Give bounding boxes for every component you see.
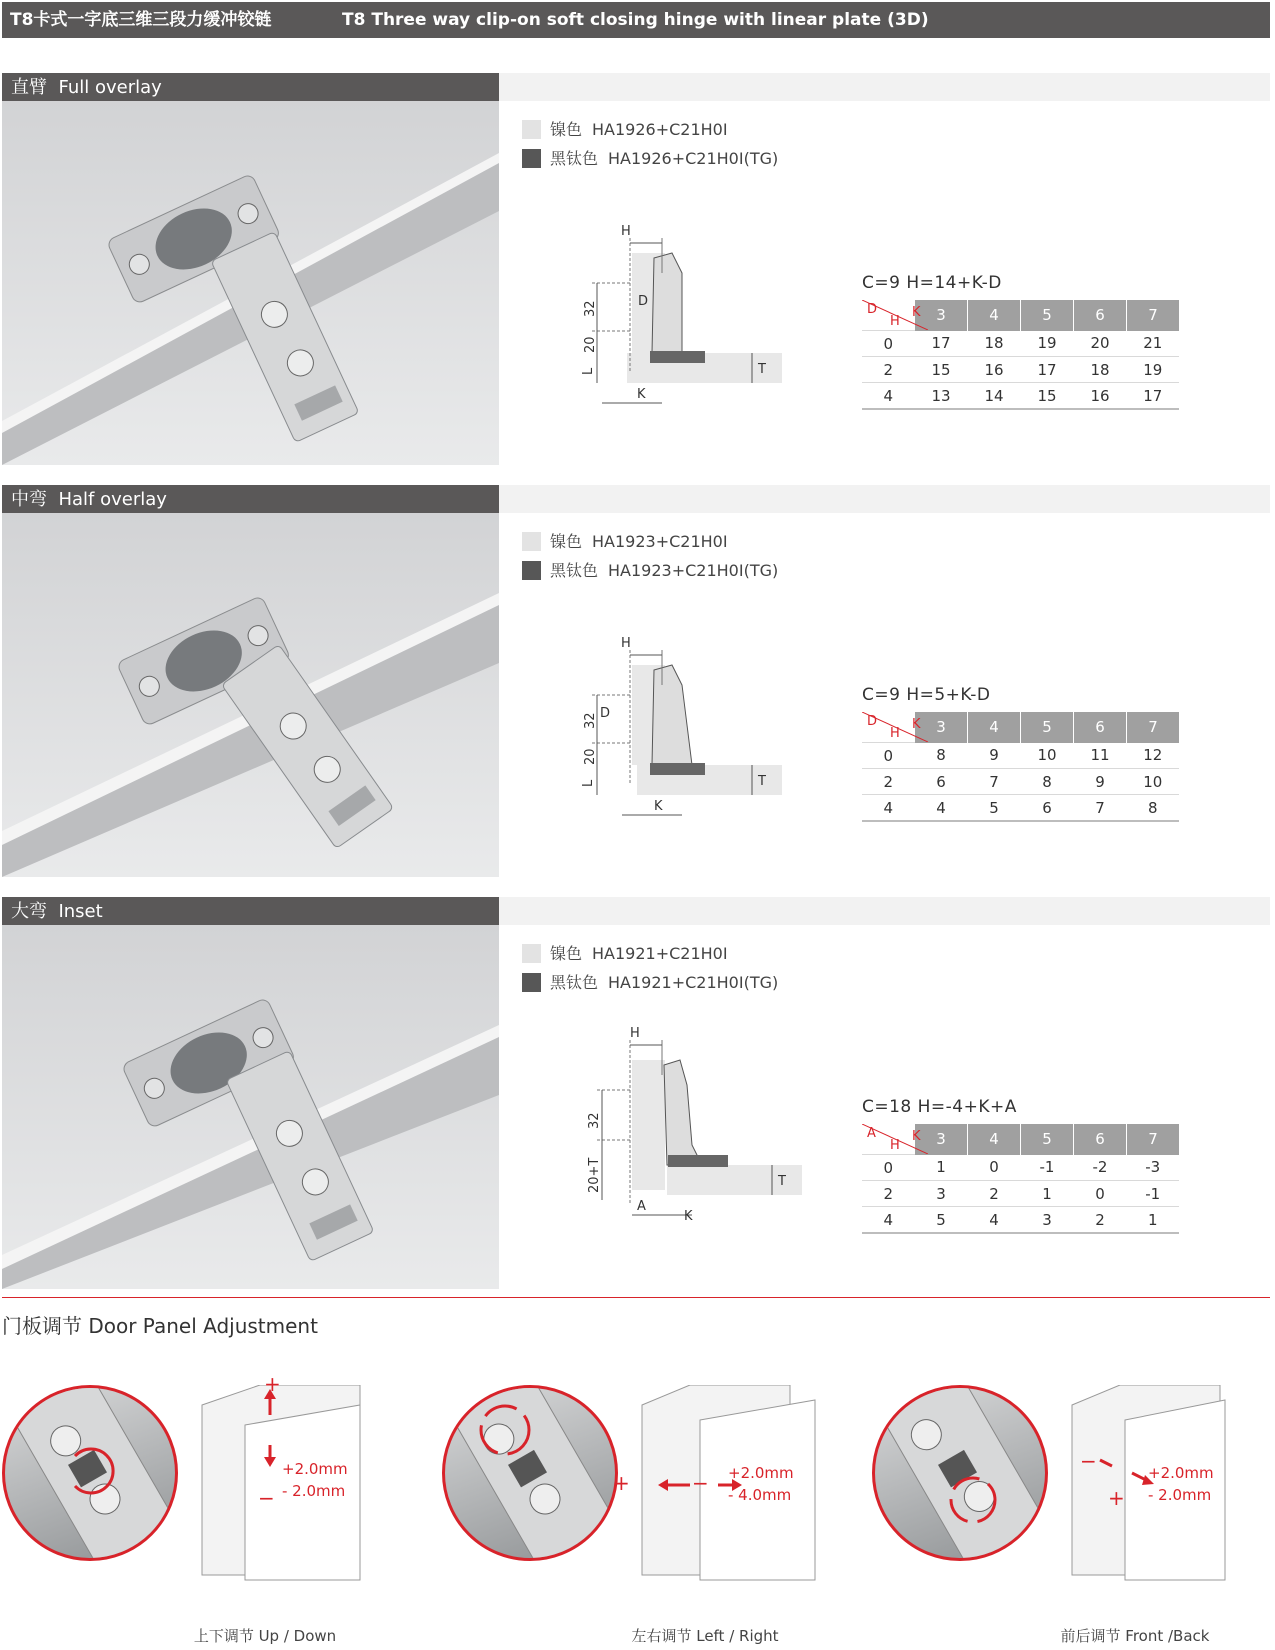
table-cell: 8 [915, 743, 968, 769]
col-header: 4 [968, 1124, 1021, 1155]
adjust-minus-value: - 2.0mm [282, 1482, 346, 1500]
table-cell: 0 [968, 1155, 1021, 1181]
dim-top: 32 [583, 712, 598, 729]
plus-sign: + [264, 1372, 281, 1396]
row-key: 2 [862, 1181, 915, 1207]
dim-top: 32 [587, 1112, 602, 1129]
finish-label: 黑钛色 [550, 973, 599, 992]
col-header: 5 [1021, 712, 1074, 743]
table-cell: 2 [1074, 1207, 1127, 1234]
title-en: T8 Three way clip-on soft closing hinge with linear plate (3D) [342, 10, 929, 30]
table-cell: 10 [1127, 769, 1180, 795]
table-cell: 13 [915, 383, 968, 410]
row-key: 0 [862, 1155, 915, 1181]
adjustment-title: 门板调节 Door Panel Adjustment [2, 1314, 318, 1338]
section-heading [2, 485, 499, 513]
table-cell: 20 [1074, 331, 1127, 357]
formula: C=9 H=5+K-D [862, 685, 991, 705]
finish-label: 黑钛色 [550, 149, 599, 168]
table-cell: 17 [1021, 357, 1074, 383]
adjust-minus-value: - 2.0mm [1148, 1486, 1212, 1504]
adjust-left-right [440, 1385, 860, 1650]
table-cell: 7 [1074, 795, 1127, 822]
table-cell: -1 [1127, 1181, 1180, 1207]
table-row [862, 1181, 1179, 1207]
hinge-photo [2, 513, 499, 877]
table-cell: 11 [1074, 743, 1127, 769]
dim-bottom: 20 [583, 336, 598, 353]
page-title-bar [2, 2, 1270, 38]
table-cell: -2 [1074, 1155, 1127, 1181]
title-cn: T8卡式一字底三维三段力缓冲铰链 [10, 10, 272, 30]
corner-cell-var: H [890, 314, 900, 329]
corner-row-var: D [867, 302, 878, 317]
dim-t: T [778, 1174, 786, 1189]
table-cell: 18 [968, 331, 1021, 357]
swatch-nickel-icon [522, 532, 541, 551]
col-header: 3 [915, 712, 968, 743]
section-inset [2, 897, 1270, 1289]
swatch-black-titanium-icon [522, 149, 541, 168]
section-name-en: Half overlay [58, 489, 167, 510]
corner-cell-var: H [890, 1138, 900, 1153]
model-code: HA1921+C21H0I(TG) [608, 973, 779, 992]
table-row [862, 357, 1179, 383]
minus-sign: − [258, 1486, 275, 1510]
adjust-up-down [0, 1372, 420, 1650]
table-cell: 6 [915, 769, 968, 795]
hinge-closeup [2, 1385, 178, 1561]
model-black-titanium [522, 973, 778, 993]
table-cell: 5 [915, 1207, 968, 1234]
col-header: 6 [1074, 1124, 1127, 1155]
table-cell: -3 [1127, 1155, 1180, 1181]
hinge-photo [2, 101, 499, 465]
section-band [499, 73, 1270, 101]
section-name-cn: 中弯 [11, 489, 47, 510]
col-header: 3 [915, 1124, 968, 1155]
row-key: 0 [862, 331, 915, 357]
dim-h: H [621, 224, 631, 239]
dim-a: A [637, 1199, 646, 1214]
table-corner [862, 1124, 921, 1155]
hinge-closeup [442, 1385, 618, 1561]
model-code: HA1923+C21H0I(TG) [608, 561, 779, 580]
table-cell: 14 [968, 383, 1021, 410]
row-key: 0 [862, 743, 915, 769]
col-header: 4 [968, 300, 1021, 331]
table-row [862, 743, 1179, 769]
adjust-caption: 上下调节 Up / Down [193, 1627, 337, 1645]
model-code: HA1923+C21H0I [592, 532, 728, 551]
model-nickel [522, 120, 728, 140]
dim-d: D [638, 294, 649, 309]
finish-label: 镍色 [550, 120, 583, 139]
table-cell: 9 [1074, 769, 1127, 795]
table-cell: -1 [1021, 1155, 1074, 1181]
dimension-diagram [582, 625, 782, 829]
col-header: 6 [1074, 300, 1127, 331]
table-cell: 10 [1021, 743, 1074, 769]
table-cell: 4 [915, 795, 968, 822]
table-cell: 15 [915, 357, 968, 383]
section-name-en: Inset [58, 901, 103, 922]
table-cell: 1 [915, 1155, 968, 1181]
dim-d: D [600, 706, 611, 721]
table-cell: 2 [968, 1181, 1021, 1207]
hinge-photo [2, 925, 499, 1289]
table-cell: 5 [968, 795, 1021, 822]
col-header: 4 [968, 712, 1021, 743]
table-row [862, 1207, 1179, 1234]
formula: C=18 H=-4+K+A [862, 1097, 1017, 1117]
model-code: HA1926+C21H0I [592, 120, 728, 139]
table-cell: 16 [1074, 383, 1127, 410]
dimension-table [862, 1124, 1179, 1234]
table-cell: 1 [1127, 1207, 1180, 1234]
table-cell: 7 [968, 769, 1021, 795]
table-cell: 18 [1074, 357, 1127, 383]
dim-k: K [684, 1209, 693, 1224]
dimension-table [862, 712, 1179, 822]
col-header: 5 [1021, 1124, 1074, 1155]
table-cell: 19 [1127, 357, 1180, 383]
dim-h: H [621, 636, 631, 651]
table-row [862, 331, 1179, 357]
table-cell: 12 [1127, 743, 1180, 769]
section-full-overlay [2, 73, 1270, 465]
model-code: HA1921+C21H0I [592, 944, 728, 963]
table-cell: 8 [1021, 769, 1074, 795]
table-cell: 4 [968, 1207, 1021, 1234]
row-key: 2 [862, 357, 915, 383]
row-key: 4 [862, 1207, 915, 1234]
row-key: 4 [862, 383, 915, 410]
table-corner [862, 712, 921, 743]
dim-l: L [582, 367, 596, 375]
table-cell: 1 [1021, 1181, 1074, 1207]
table-row [862, 383, 1179, 410]
model-black-titanium [522, 561, 778, 581]
swatch-nickel-icon [522, 120, 541, 139]
table-row [862, 769, 1179, 795]
section-band [499, 485, 1270, 513]
col-header: 3 [915, 300, 968, 331]
table-cell: 8 [1127, 795, 1180, 822]
table-cell: 3 [1021, 1207, 1074, 1234]
table-row [862, 1155, 1179, 1181]
model-nickel [522, 532, 728, 552]
row-key: 4 [862, 795, 915, 822]
plus-sign: + [1108, 1486, 1125, 1510]
section-half-overlay [2, 485, 1270, 877]
col-header: 7 [1127, 300, 1180, 331]
col-header: 7 [1127, 1124, 1180, 1155]
adjust-front-back [870, 1385, 1275, 1650]
dim-t: T [758, 774, 766, 789]
table-cell: 9 [968, 743, 1021, 769]
row-key: 2 [862, 769, 915, 795]
corner-cell-var: H [890, 726, 900, 741]
dim-k: K [654, 799, 663, 814]
corner-row-var: D [867, 714, 878, 729]
minus-sign: − [1080, 1449, 1097, 1473]
dim-l: L [582, 779, 596, 787]
minus-sign: − [692, 1471, 709, 1495]
col-header: 6 [1074, 712, 1127, 743]
dim-k: K [637, 387, 646, 402]
section-divider [2, 1297, 1270, 1298]
adjust-plus-value: +2.0mm [282, 1460, 348, 1478]
adjust-plus-value: +2.0mm [728, 1464, 794, 1482]
table-corner [862, 300, 921, 331]
swatch-black-titanium-icon [522, 561, 541, 580]
dimension-diagram [582, 1015, 802, 1234]
adjust-minus-value: - 4.0mm [728, 1486, 792, 1504]
section-heading [2, 897, 499, 925]
dimension-table [862, 300, 1179, 410]
adjust-caption: 前后调节 Front /Back [1060, 1627, 1210, 1645]
section-name-cn: 直臂 [11, 77, 47, 98]
corner-col-var: K [912, 717, 921, 732]
finish-label: 镍色 [550, 532, 583, 551]
dim-t: T [758, 362, 766, 377]
dim-h: H [630, 1026, 640, 1041]
finish-label: 黑钛色 [550, 561, 599, 580]
col-header: 5 [1021, 300, 1074, 331]
table-cell: 17 [915, 331, 968, 357]
swatch-nickel-icon [522, 944, 541, 963]
table-cell: 15 [1021, 383, 1074, 410]
section-heading [2, 73, 499, 101]
model-nickel [522, 944, 728, 964]
swatch-black-titanium-icon [522, 973, 541, 992]
adjust-caption: 左右调节 Left / Right [631, 1627, 779, 1645]
section-name-cn: 大弯 [11, 901, 47, 922]
dim-bottom: 20+T [587, 1157, 602, 1193]
table-cell: 6 [1021, 795, 1074, 822]
formula: C=9 H=14+K-D [862, 273, 1002, 293]
table-cell: 19 [1021, 331, 1074, 357]
col-header: 7 [1127, 712, 1180, 743]
dimension-diagram [582, 213, 782, 417]
model-black-titanium [522, 149, 778, 169]
adjust-plus-value: +2.0mm [1148, 1464, 1214, 1482]
corner-row-var: A [867, 1126, 876, 1141]
model-code: HA1926+C21H0I(TG) [608, 149, 779, 168]
corner-col-var: K [912, 305, 921, 320]
table-cell: 21 [1127, 331, 1180, 357]
dim-top: 32 [583, 300, 598, 317]
dim-bottom: 20 [583, 748, 598, 765]
section-name-en: Full overlay [58, 77, 162, 98]
table-cell: 17 [1127, 383, 1180, 410]
section-band [499, 897, 1270, 925]
corner-col-var: K [912, 1129, 921, 1144]
table-cell: 0 [1074, 1181, 1127, 1207]
hinge-closeup [872, 1385, 1048, 1561]
table-cell: 3 [915, 1181, 968, 1207]
table-cell: 16 [968, 357, 1021, 383]
plus-sign: + [613, 1471, 630, 1495]
finish-label: 镍色 [550, 944, 583, 963]
table-row [862, 795, 1179, 822]
